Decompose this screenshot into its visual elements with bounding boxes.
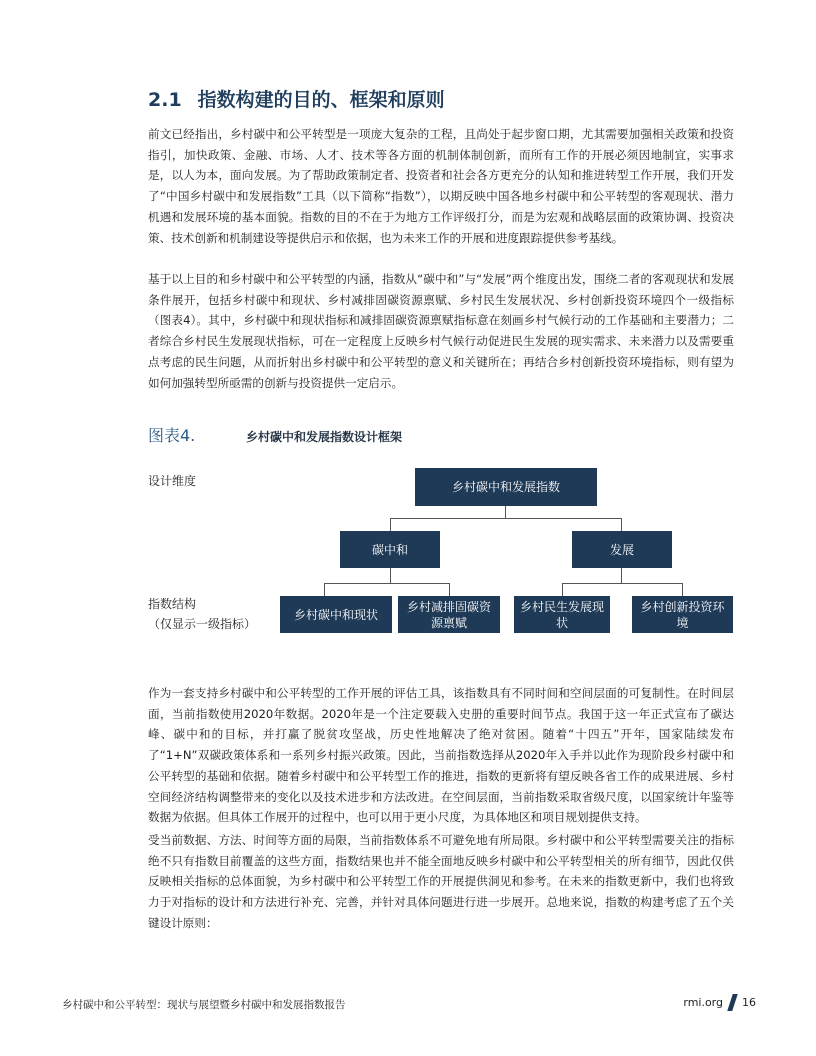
section-number: 2.1 — [148, 89, 182, 111]
connector-to-leaf4 — [682, 583, 683, 596]
footer-site-link[interactable]: rmi.org — [683, 996, 723, 1009]
node-rural-livelihood-status: 乡村民生发展现状 — [514, 596, 610, 633]
node-rural-resource-endowment: 乡村减排固碳资源禀赋 — [398, 596, 500, 633]
paragraph-purpose: 前文已经指出，乡村碳中和公平转型是一项庞大复杂的工程，且尚处于起步窗口期，尤其需要加强相关政策和投资指引，加快政策、金融、市场、人才、技术等各方面的机制体制创新，而所有工作的开展必须因地制宜，实事求是，以人为本，面向发展。为了帮助政策制定者、投资者和社会各方更充分的认知和推进转型工作开展，我们开发了“中国乡村碳中和发展指数”工具（以下简称“指数”），以期反映中国各地乡村碳中和公平转型的客观现状、潜力机遇和发展环境的基本面貌。指数的目的不在于为地方工作评级打分，而是为宏观和战略层面的政策协调、投资决策、技术创新和机制建设等提供启示和依据，也为未来工作的开展和进度跟踪提供参考基线。 — [148, 127, 734, 245]
node-development: 发展 — [572, 531, 672, 568]
connector-development-down — [621, 568, 622, 583]
connector-to-leaf2 — [449, 583, 450, 596]
design-dimension-label: 设计维度 — [148, 474, 197, 488]
footer-page-info — [683, 994, 756, 1011]
section-heading — [148, 85, 445, 112]
node-carbon-neutrality: 碳中和 — [340, 531, 440, 568]
footer-slash-mark — [727, 994, 738, 1011]
paragraph-framework: 基于以上目的和乡村碳中和公平转型的内涵，指数从“碳中和”与“发展”两个维度出发，围绕二者的客观现状和发展条件展开，包括乡村碳中和现状、乡村减排固碳资源禀赋、乡村民生发展状况、乡村创新投资环境四个一级指标（图表4）。其中，乡村碳中和现状指标和减排固碳资源禀赋指标意在刻画乡村气候行动的工作基础和主要潜力；二者综合乡村民生发展现状指标，可在一定程度上反映乡村气候行动促进民生发展的现实需求、未来潜力以及需要重点考虑的民生问题，从而折射出乡村碳中和公平转型的意义和关键所在；再结合乡村创新投资环境指标，则有望为如何加强转型所亟需的创新与投资提供一定启示。 — [148, 272, 734, 390]
figure-title: 乡村碳中和发展指数设计框架 — [246, 430, 403, 444]
connector-to-leaf1 — [324, 583, 325, 596]
paragraph-replicability: 作为一套支持乡村碳中和公平转型的工作开展的评估工具，该指数具有不同时间和空间层面的可复制性。在时间层面，当前指数使用2020年数据。2020年是一个注定要载入史册的重要时间节点。我国于这一年正式宣布了碳达峰、碳中和的目标，并打赢了脱贫攻坚战，历史性地解决了绝对贫困。随着“十四五”开年，国家陆续发布了“1+N”双碳政策体系和一系列乡村振兴政策。因此，当前指数选择从2020年入手并以此作为现阶段乡村碳中和公平转型的基础和依据。随着乡村碳中和公平转型工作的推进，指数的更新将有望反映各省工作的成果进展、乡村空间经济结构调整带来的变化以及技术进步和方法改进。在空间层面，当前指数采取省级尺度，以国家统计年鉴等数据为依据。但具体工作展开的过程中，也可以用于更小尺度，为具体地区和项目规划提供支持。 — [148, 686, 734, 825]
connector-root-down — [505, 506, 506, 518]
connector-carbon-horizontal — [324, 583, 450, 584]
footer-report-title: 乡村碳中和公平转型：现状与展望暨乡村碳中和发展指数报告 — [62, 999, 346, 1011]
connector-carbon-down — [390, 568, 391, 583]
figure-label: 图表4. — [148, 426, 196, 445]
connector-development-horizontal — [562, 583, 683, 584]
connector-to-leaf3 — [562, 583, 563, 596]
index-structure-label: 指数结构 （仅显示一级指标） — [148, 597, 257, 631]
connector-to-carbon — [390, 518, 391, 531]
page-number: 16 — [742, 996, 756, 1009]
node-rural-carbon-status: 乡村碳中和现状 — [280, 596, 392, 633]
connector-to-development — [621, 518, 622, 531]
node-root-index: 乡村碳中和发展指数 — [415, 468, 597, 506]
node-rural-investment-environment: 乡村创新投资环境 — [632, 596, 733, 633]
paragraph-limitations: 受当前数据、方法、时间等方面的局限，当前指数体系不可避免地有所局限。乡村碳中和公平转型需要关注的指标绝不只有指数目前覆盖的这些方面，指数结果也并不能全面地反映乡村碳中和公平转型相关的所有细节，因此仅供反映相关指标的总体面貌，为乡村碳中和公平转型工作的开展提供洞见和参考。在未来的指数更新中，我们也将致力于对指标的设计和方法进行补充、完善，并针对具体问题进行进一步展开。总地来说，指数的构建考虑了五个关键设计原则： — [148, 833, 734, 930]
connector-level1-horizontal — [390, 518, 622, 519]
section-title: 指数构建的目的、框架和原则 — [197, 89, 445, 111]
